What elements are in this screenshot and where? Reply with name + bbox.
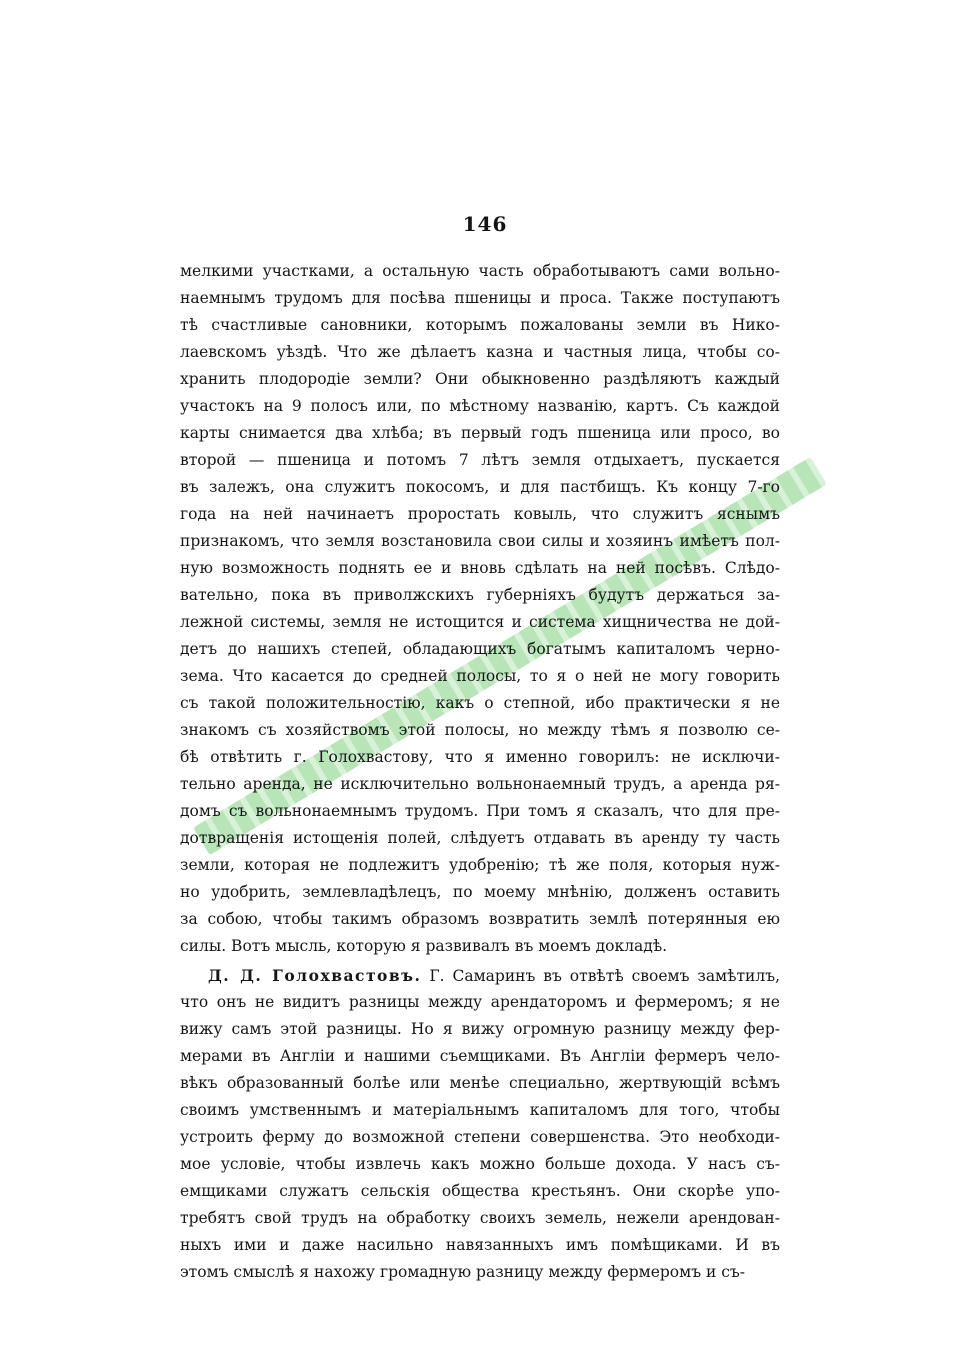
text-line: участокъ на 9 полосъ или, по мѣстному названію, картъ. Съ каждой — [180, 397, 780, 415]
text-line: мерами въ Англіи и нашими съемщиками. Въ Англіи фермеръ чело- — [180, 1047, 780, 1065]
text-line: земли, которая не подлежитъ удобренію; тѣ же поля, которыя нуж- — [180, 856, 780, 874]
text-line: ную возможность поднять ее и вновь сдѣлать на ней посѣвъ. Слѣдо- — [180, 559, 780, 577]
text-line: ныхъ ими и даже насильно навязанныхъ имъ помѣщиками. И въ — [180, 1236, 780, 1254]
text-line: вижу самъ этой разницы. Но я вижу огромную разницу между фер- — [180, 1020, 780, 1038]
text-line: емщиками служатъ сельскія общества крестьянъ. Они скорѣе упо- — [180, 1182, 780, 1200]
text-line: этомъ смыслѣ я нахожу громадную разницу между фермеромъ и съ- — [180, 1263, 746, 1281]
text-line: карты снимается два хлѣба; въ первый годъ пшеница или просо, во — [180, 424, 780, 442]
paragraph-2 — [180, 962, 780, 1286]
text-line: силы. Вотъ мысль, которую я развивалъ въ моемъ докладѣ. — [180, 937, 668, 955]
text-line: тельно аренда, не исключительно вольнонаемный трудъ, а аренда ря- — [180, 775, 780, 793]
text-line: домъ съ вольнонаемнымъ трудомъ. При томъ я сказалъ, что для пре- — [180, 802, 780, 820]
text-line: за собою, чтобы такимъ образомъ возвратить землѣ потерянныя ею — [180, 910, 780, 928]
text-line: хранить плодородіе земли? Они обыкновенно раздѣляютъ каждый — [180, 370, 780, 388]
text-line: своимъ умственнымъ и матеріальнымъ капиталомъ для того, чтобы — [180, 1101, 780, 1119]
paragraph-2-first-line — [180, 962, 780, 989]
text-line: съ такой положительностію, какъ о степной, ибо практически я не — [180, 694, 780, 712]
text-line: детъ до нашихъ степей, обладающихъ богатымъ капиталомъ черно- — [180, 640, 780, 658]
text-line: устроить ферму до возможной степени совершенства. Это необходи- — [180, 1128, 780, 1146]
page-number: 146 — [462, 212, 508, 236]
text-line: тѣ счастливые сановники, которымъ пожалованы земли въ Нико- — [180, 316, 780, 334]
text-line: что онъ не видитъ разницы между арендаторомъ и фермеромъ; я не — [180, 993, 780, 1011]
text-line: бѣ отвѣтить г. Голохвастову, что я именно говорилъ: не исключи- — [180, 748, 780, 766]
text-line: требятъ свой трудъ на обработку своихъ земель, нежели арендован- — [180, 1209, 780, 1227]
text-line: вѣкъ образованный болѣе или менѣе специально, жертвующій всѣмъ — [180, 1074, 780, 1092]
text-line: дотвращенія истощенія полей, слѣдуетъ отдавать въ аренду ту часть — [180, 829, 780, 847]
paragraph-1 — [180, 258, 780, 960]
text-line: мелкими участками, а остальную часть обработываютъ сами вольно- — [180, 262, 780, 280]
text-line: въ залежъ, она служитъ покосомъ, и для пастбищъ. Къ концу 7-го — [180, 478, 780, 496]
text-line: мое условіе, чтобы извлечь какъ можно больше дохода. У насъ съ- — [180, 1155, 780, 1173]
text-line: вательно, пока въ приволжскихъ губерніяхъ будутъ держаться за- — [180, 586, 780, 604]
text-line: знакомъ съ хозяйствомъ этой полосы, но между тѣмъ я позволю се- — [180, 721, 780, 739]
text-line: года на ней начинаетъ проростать ковыль, что служитъ яснымъ — [180, 505, 780, 523]
text-line: лаевскомъ уѣздѣ. Что же дѣлаетъ казна и частныя лица, чтобы со- — [180, 343, 780, 361]
body-text — [180, 258, 780, 1286]
text-line: лежной системы, земля не истощится и система хищничества не дой- — [180, 613, 780, 631]
text-line: зема. Что касается до средней полосы, то я о ней не могу говорить — [180, 667, 780, 685]
text-line: наемнымъ трудомъ для посѣва пшеницы и проса. Также поступаютъ — [180, 289, 780, 307]
speaker-name: Д. Д. Голохвастовъ. — [208, 966, 422, 985]
text-line: второй — пшеница и потомъ 7 лѣтъ земля отдыхаетъ, пускается — [180, 451, 780, 469]
text-line: но удобрить, землевладѣлецъ, по моему мнѣнію, долженъ оставить — [180, 883, 780, 901]
text-line: признакомъ, что земля возстановила свои силы и хозяинъ имѣетъ пол- — [180, 532, 780, 550]
paragraph-2-first-line-text: Г. Самаринъ въ отвѣтѣ своемъ замѣтилъ, — [429, 967, 780, 985]
